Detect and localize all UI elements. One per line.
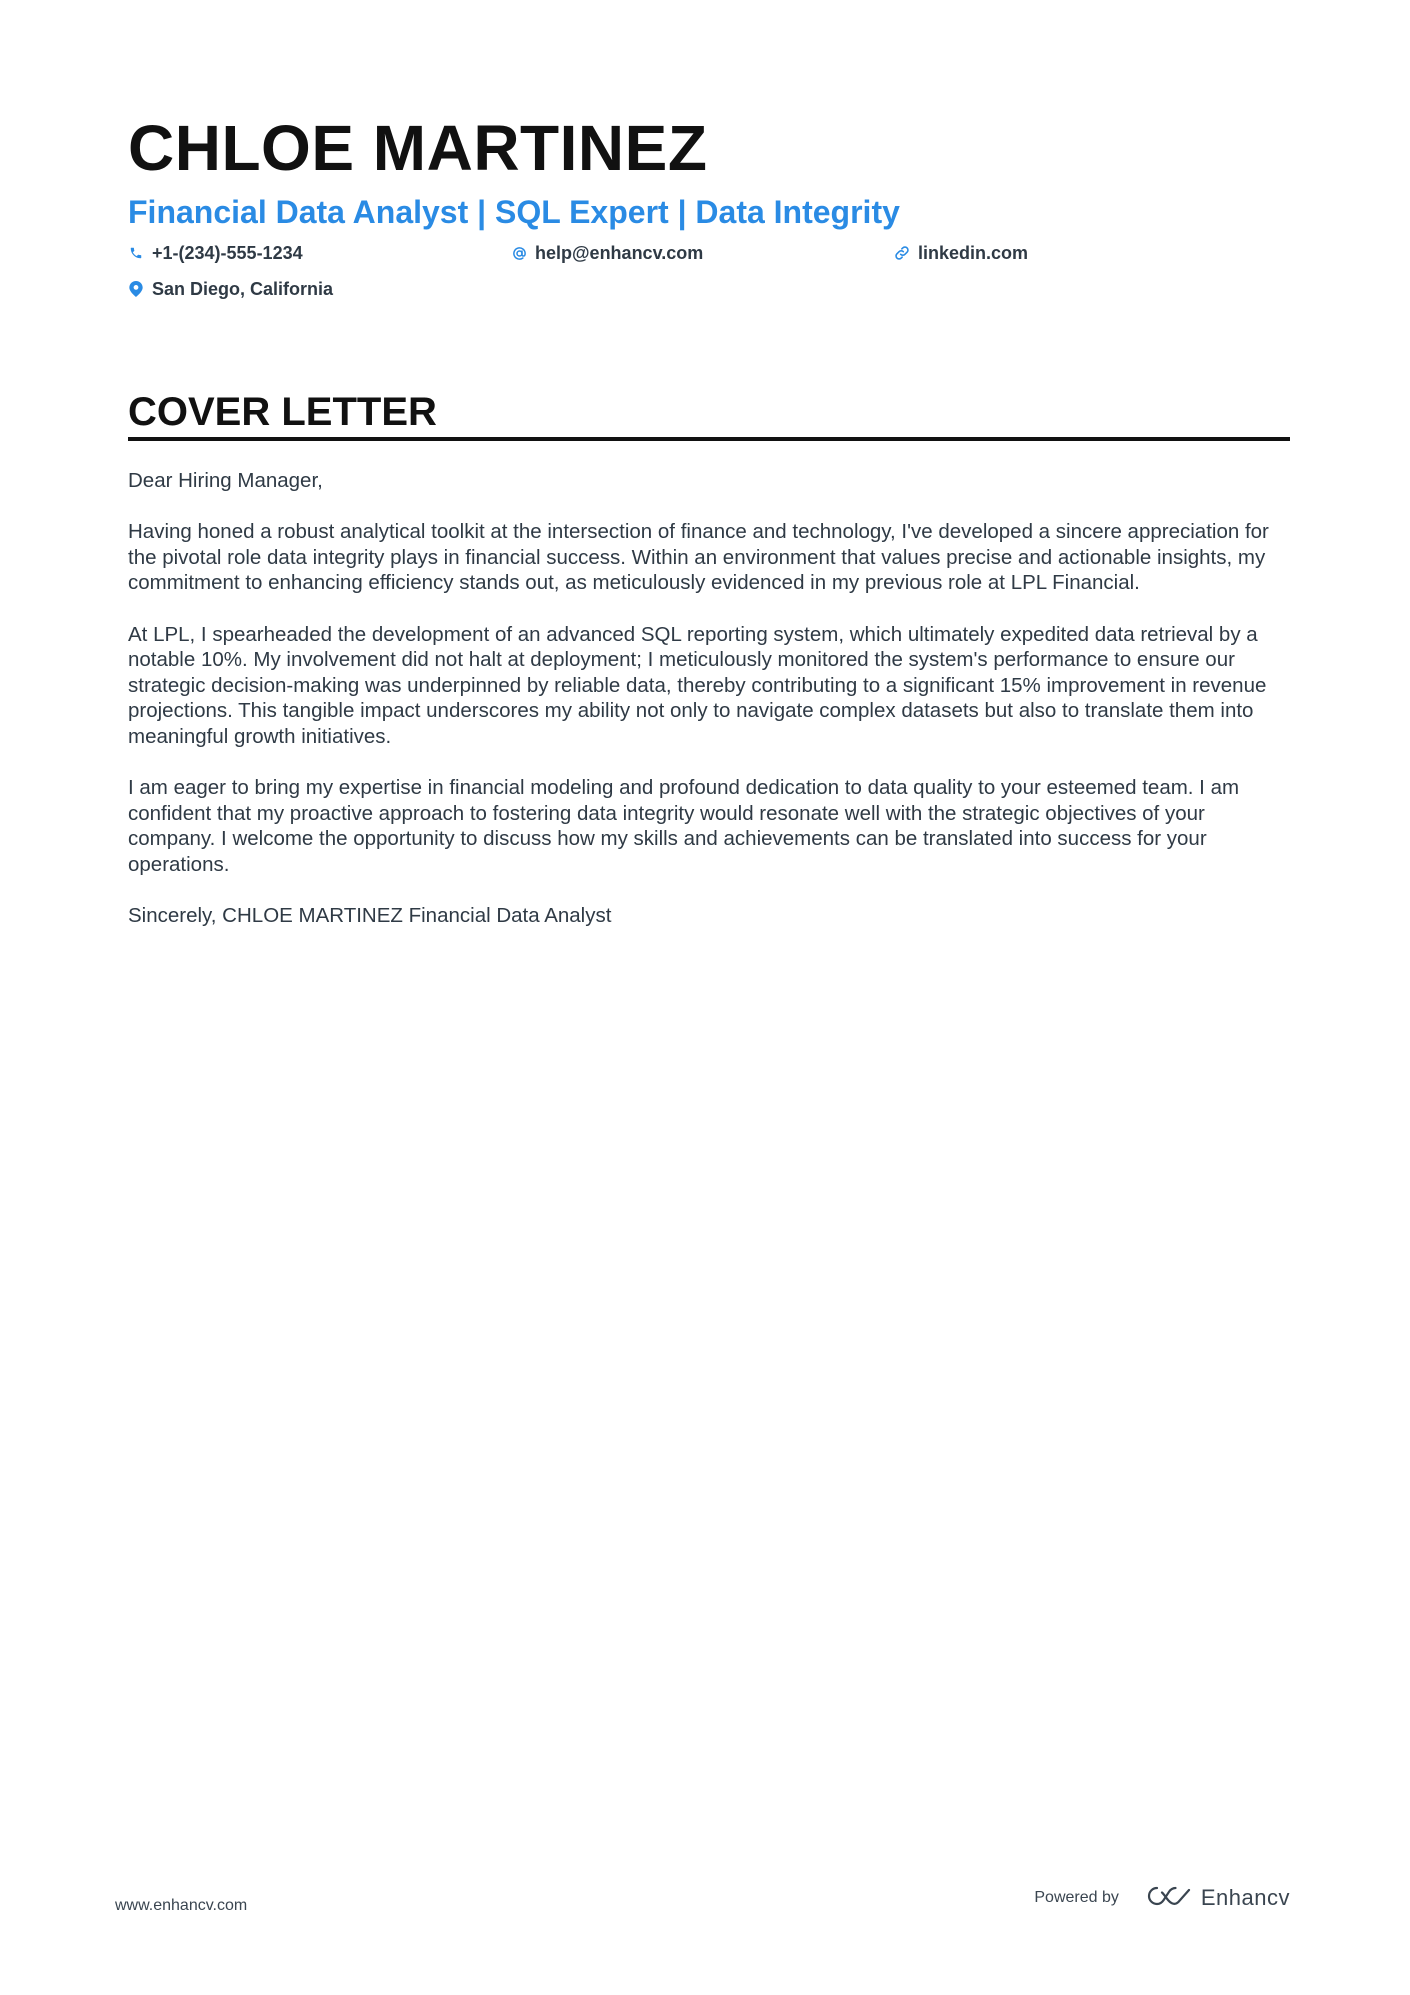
candidate-title: Financial Data Analyst | SQL Expert | Data Integrity (128, 194, 900, 230)
at-icon (511, 245, 527, 261)
location-pin-icon (128, 281, 144, 297)
footer-powered-by (1034, 1884, 1290, 1912)
link-icon (894, 245, 910, 261)
letter-paragraph: At LPL, I spearheaded the development of an advanced SQL reporting system, which ultimately expedited data retrieval by a notable 10%. My involvement did not halt at deployment; I meticulously monitored the system's performance to ensure our strategic decision-making was underpinned by reliable data, thereby contributing to a significant 15% improvement in revenue projections. This tangible impact underscores my ability not only to navigate complex datasets but also to translate them into meaningful growth initiatives. (128, 622, 1267, 748)
candidate-name: CHLOE MARTINEZ (128, 112, 708, 184)
contact-email (511, 241, 703, 265)
enhancv-brand[interactable]: Enhancv (1200, 1885, 1290, 1910)
contact-location (128, 277, 333, 301)
letter-body (128, 468, 1290, 954)
footer-url[interactable]: www.enhancv.com (115, 1897, 248, 1914)
letter-salutation: Dear Hiring Manager, (128, 469, 323, 492)
powered-by-label: Powered by (1034, 1889, 1119, 1906)
letter-paragraph: Having honed a robust analytical toolkit at the intersection of finance and technology, I've developed a sincere appreciation for the pivotal role data integrity plays in financial success. Within an environment that values precise and actionable insights, my commitment to enhancing efficiency stands out, as meticulously evidenced in my previous role at LPL Financial. (128, 520, 1269, 595)
enhancv-logo-icon (1145, 1884, 1191, 1912)
phone-icon (128, 245, 144, 261)
location-text: San Diego, California (152, 279, 334, 299)
letter-closing: Sincerely, CHLOE MARTINEZ Financial Data Analyst (128, 904, 612, 928)
contact-link (894, 241, 1028, 265)
contact-phone (128, 241, 303, 265)
letter-paragraph: I am eager to bring my expertise in financial modeling and profound dedication to data quality to your esteemed team. I am confident that my proactive approach to fostering data integrity would resonate well with the strategic objectives of your company. I welcome the opportunity to discuss how my skills and achievements can be translated into success for your operations. (128, 776, 1240, 876)
link-text: linkedin.com (918, 243, 1029, 263)
section-heading: COVER LETTER (128, 390, 437, 434)
phone-text: +1-(234)-555-1234 (152, 243, 303, 263)
section-divider (128, 437, 1290, 441)
email-text: help@enhancv.com (535, 243, 704, 263)
